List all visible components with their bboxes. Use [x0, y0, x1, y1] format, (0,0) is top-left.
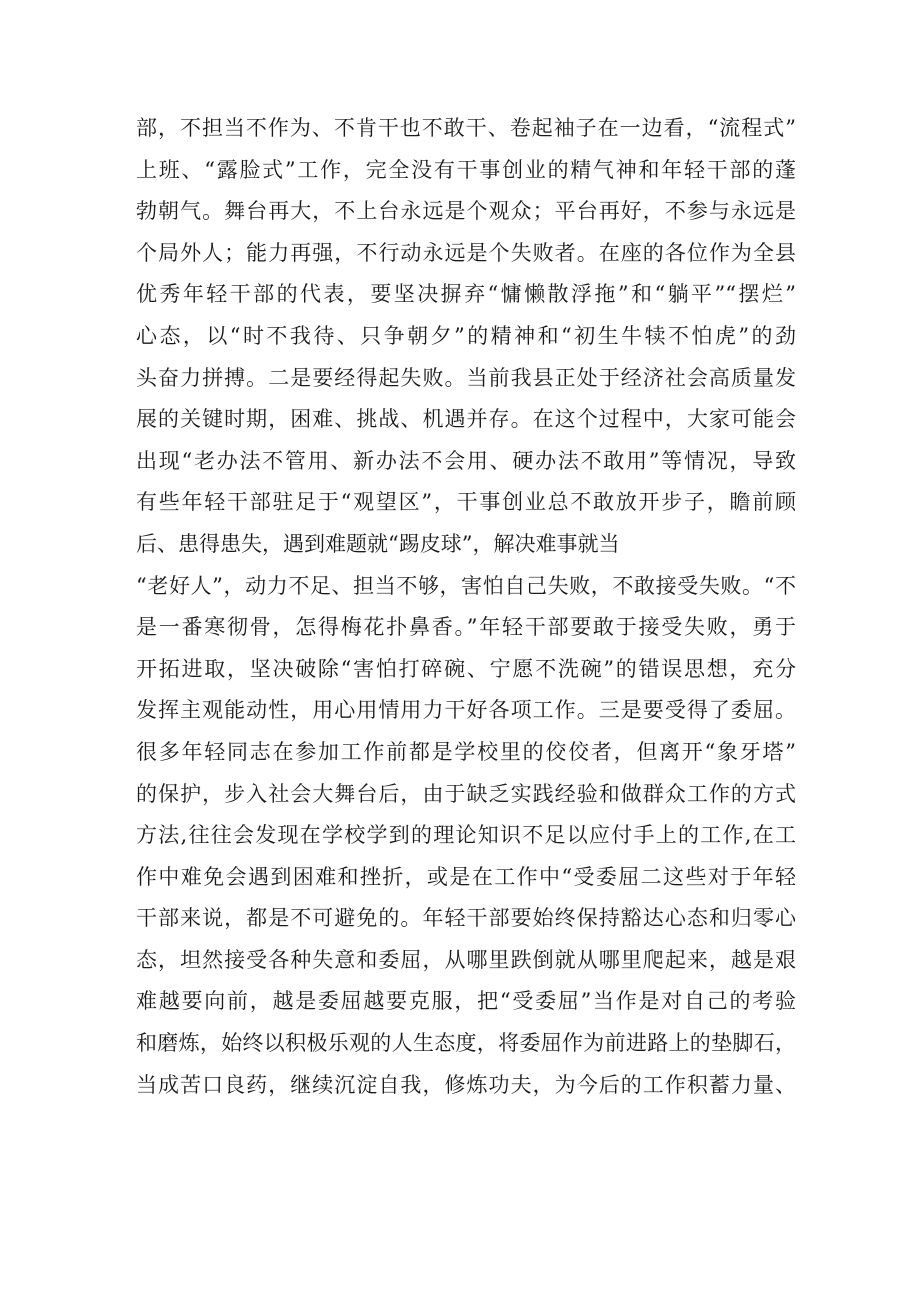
text-line: 后、患得患失，遇到难题就“踢皮球”，解决难事就当	[136, 531, 620, 556]
text-line: “老好人”，动力不足、担当不够，害怕自己失败，不敢接受失败。“不	[136, 573, 796, 598]
text-line: 难越要向前，越是委屈越要克服，把“受委屈”当作是对自己的考验	[136, 989, 796, 1014]
text-line: 头奋力拼搏。二是要经得起失败。当前我县正处于经济社会高质量发	[136, 365, 796, 390]
text-line: 作中难免会遇到困难和挫折，或是在工作中“受委屈二这些对于年轻	[136, 864, 796, 889]
text-line: 的保护，步入社会大舞台后，由于缺乏实践经验和做群众工作的方式	[136, 781, 796, 806]
text-line: 出现“老办法不管用、新办法不会用、硬办法不敢用”等情况，导致	[136, 448, 796, 473]
text-line: 很多年轻同志在参加工作前都是学校里的佼佼者，但离开“象牙塔”	[136, 739, 796, 764]
body-text	[136, 108, 796, 1106]
text-line: 上班、“露脸式”工作，完全没有干事创业的精气神和年轻干部的蓬	[136, 157, 796, 182]
text-line: 展的关键时期，困难、挑战、机遇并存。在这个过程中，大家可能会	[136, 407, 796, 432]
text-line: 和磨炼，始终以积极乐观的人生态度，将委屈作为前进路上的垫脚石，	[136, 1031, 796, 1056]
text-line: 个局外人；能力再强，不行动永远是个失败者。在座的各位作为全县	[136, 240, 796, 265]
text-line: 优秀年轻干部的代表，要坚决摒弃“慵懒散浮拖”和“躺平”“摆烂”	[136, 282, 796, 307]
text-line: 发挥主观能动性，用心用情用力干好各项工作。三是要受得了委屈。	[136, 698, 796, 723]
text-line: 勃朝气。舞台再大，不上台永远是个观众；平台再好，不参与永远是	[136, 199, 796, 224]
text-line: 态，坦然接受各种失意和委屈，从哪里跌倒就从哪里爬起来，越是艰	[136, 947, 796, 972]
text-line: 心态，以“时不我待、只争朝夕”的精神和“初生牛犊不怕虎”的劲	[136, 323, 796, 348]
text-line: 开拓进取，坚决破除“害怕打碎碗、宁愿不洗碗”的错误思想，充分	[136, 656, 796, 681]
text-line: 干部来说，都是不可避免的。年轻干部要始终保持豁达心态和归零心	[136, 906, 796, 931]
text-line: 部，不担当不作为、不肯干也不敢干、卷起袖子在一边看，“流程式”	[136, 116, 796, 140]
text-line: 是一番寒彻骨，怎得梅花扑鼻香。”年轻干部要敢于接受失败，勇于	[136, 615, 796, 640]
text-line: 方法,往往会发现在学校学到的理论知识不足以应付手上的工作,在工	[136, 823, 796, 848]
text-line: 有些年轻干部驻足于“观望区”，干事创业总不敢放开步子，瞻前顾	[136, 490, 796, 515]
text-line: 当成苦口良药，继续沉淀自我，修炼功夫，为今后的工作积蓄力量、	[136, 1072, 796, 1097]
